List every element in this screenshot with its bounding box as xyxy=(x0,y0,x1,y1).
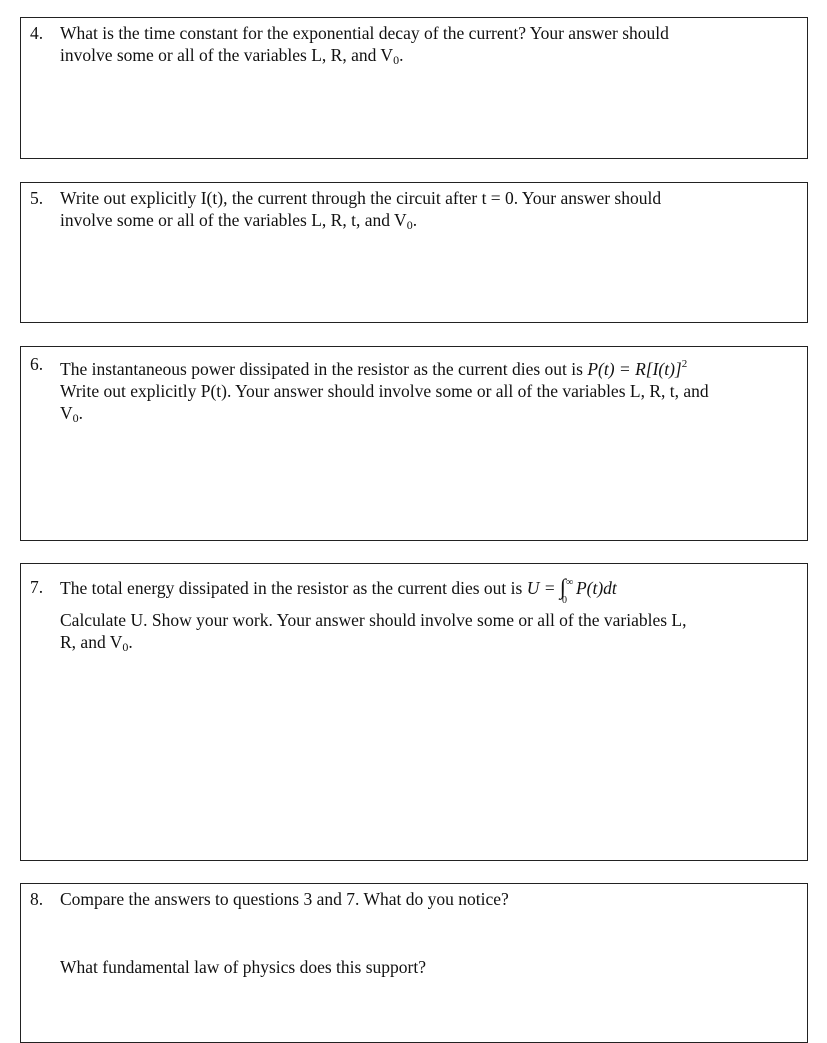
energy-formula-lhs: U = xyxy=(526,578,560,598)
question-8-box xyxy=(20,883,808,1043)
subscript: 0 xyxy=(406,218,413,232)
question-text: The instantaneous power dissipated in the resistor as the current dies out is xyxy=(60,359,583,379)
question-4-box xyxy=(20,17,808,159)
question-text: involve some or all of the variables L, R, t, and V xyxy=(60,210,407,230)
question-7-box xyxy=(20,563,808,861)
period: . xyxy=(78,403,84,423)
upper-limit: ∞ xyxy=(565,577,574,588)
question-number: 4. xyxy=(30,23,44,43)
period: . xyxy=(128,632,133,652)
question-6-box xyxy=(20,346,808,541)
question-text: Calculate U. Show your work. Your answer should involve some or all of the variables L, xyxy=(60,610,687,630)
exponent: 2 xyxy=(681,358,688,370)
period: . xyxy=(399,45,404,65)
question-text: Write out explicitly I(t), the current through the circuit after t = 0. Your answer should xyxy=(60,188,662,208)
period: . xyxy=(412,210,418,230)
integrand: P(t)dt xyxy=(575,578,617,598)
subscript: 0 xyxy=(393,53,400,67)
question-text: involve some or all of the variables L, R, and V xyxy=(60,45,394,65)
integral-sign: ∫ xyxy=(559,574,566,599)
question-text: Write out explicitly P(t). Your answer should involve some or all of the variables L, R, t, and xyxy=(60,381,709,401)
power-formula: P(t) = R[I(t)] xyxy=(587,359,682,379)
integral-limits xyxy=(561,577,576,606)
question-number: 8. xyxy=(30,889,44,909)
question-number: 5. xyxy=(30,188,44,208)
question-number: 6. xyxy=(30,354,44,374)
question-text: What fundamental law of physics does this support? xyxy=(60,957,426,977)
question-5-box xyxy=(20,182,808,323)
question-text: What is the time constant for the exponential decay of the current? Your answer should xyxy=(60,23,669,43)
question-text: Compare the answers to questions 3 and 7. What do you notice? xyxy=(60,889,509,909)
question-number: 7. xyxy=(30,577,44,597)
question-text: The total energy dissipated in the resistor as the current dies out is xyxy=(60,578,523,598)
question-text: V xyxy=(60,403,73,423)
subscript: 0 xyxy=(122,640,129,654)
subscript: 0 xyxy=(72,411,79,425)
lower-limit: 0 xyxy=(561,595,567,606)
question-text: R, and V xyxy=(60,632,123,652)
